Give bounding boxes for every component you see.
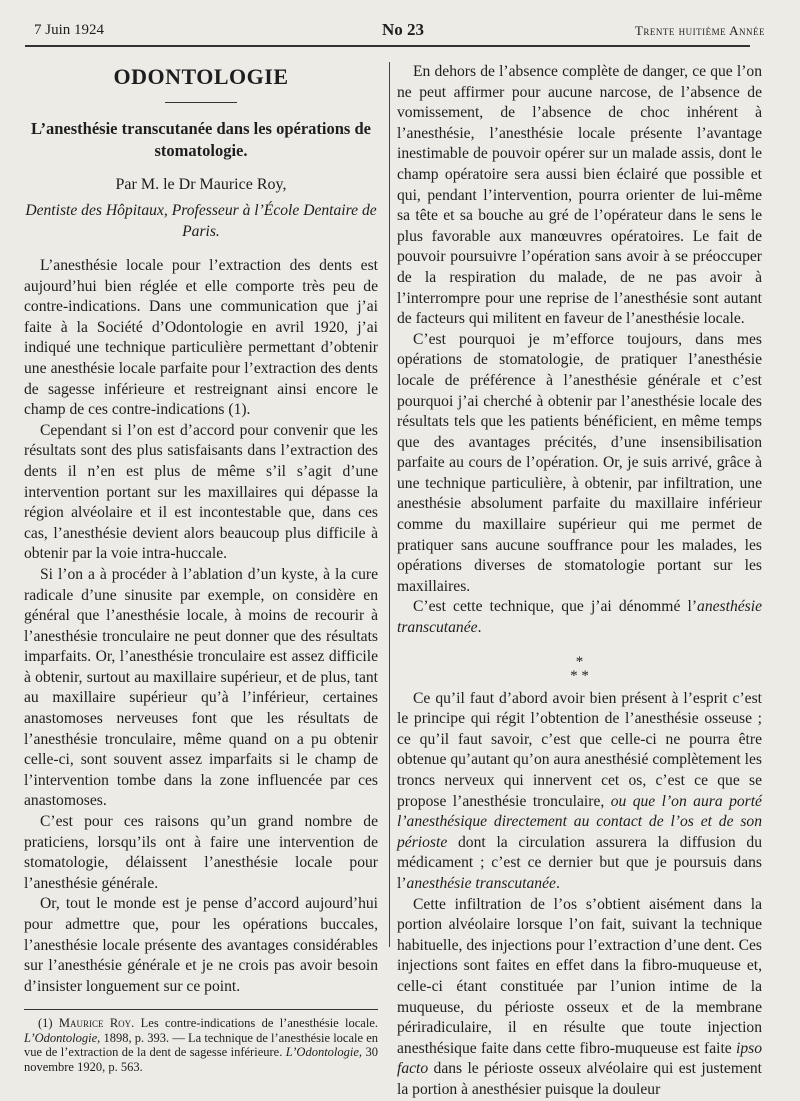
issue-date: 7 Juin 1924 bbox=[34, 22, 105, 38]
issue-number: No 23 bbox=[382, 20, 425, 39]
running-head bbox=[30, 20, 765, 44]
paragraph: Si l’on a à procéder à l’ablation d’un kyste, à la cure radicale d’une sinusite par exemple, on considère en général que l’anesthésie locale, à moins de recourir à l’anesthésie tronculaire ne peut donner que des résultats imparfaits. Or, l’anesthésie tronculaire est assez difficile à obtenir, surtout au maxillaire supérieur, et de plus, tant au maxillaire supérieur qu’à l’inférieur, certaines anastomoses nerveuses font que les résultats de l’anesthésie tronculaire, même quand on a pu obtenir celle-ci, sont souvent assez imparfaits si le champ de l’intervention tombe dans la zone influencée par ces anastomoses. bbox=[24, 565, 378, 810]
author-affiliation: Dentiste des Hôpitaux, Professeur à l’École Dentaire de Paris. bbox=[25, 202, 377, 240]
asterism-top: * bbox=[575, 653, 584, 670]
asterism bbox=[397, 655, 762, 683]
paragraph-text: dans le périoste osseux alvéolaire qui est justement la portion à anesthésier puisque la douleur bbox=[397, 1060, 762, 1098]
footnote-author: Maurice Roy. bbox=[58, 1016, 135, 1031]
italic-term: anesthésie transcutanée bbox=[397, 598, 762, 637]
paragraph: Or, tout le monde est je pense d’accord aujourd’hui pour admettre que, pour les opérations buccales, l’anesthésie locale présente des avantages considérables sur l’anesthésie générale et je ne crois pas avoir besoin d’insister longuement sur ce point. bbox=[24, 895, 378, 995]
section-rule bbox=[165, 102, 237, 103]
section-title: ODONTOLOGIE bbox=[113, 64, 289, 89]
paragraph-text: . bbox=[477, 619, 482, 637]
column-divider bbox=[389, 62, 390, 947]
footnote bbox=[24, 1016, 378, 1074]
footnote-rule bbox=[24, 1009, 378, 1010]
header-rule bbox=[25, 45, 750, 47]
paragraph: L’anesthésie locale pour l’extraction des dents est aujourd’hui bien réglée et elle comporte très peu de contre-indications. Dans une communication que j’ai faite à la Société d’Odontologie en avril 1920, j’ai indiqué une technique particulière permettant d’obtenir une anesthésie locale parfaite pour l’extraction des dents de sagesse inférieure et restreignant ainsi encore le champ de ces contre-indications (1). bbox=[24, 257, 378, 419]
footnote-text: 1898, p. 393. — La technique de l’anesthésie locale en vue de l’extraction de la dent de sagesse inférieure. bbox=[24, 1030, 379, 1060]
paragraph-text: . bbox=[555, 874, 560, 892]
paragraph bbox=[397, 597, 762, 638]
paragraph: C’est pour ces raisons qu’un grand nombre de praticiens, lorsqu’ils ont à faire une intervention de stomatologie, délaissent l’anesthésie locale pour l’anesthésie générale. bbox=[24, 813, 378, 892]
italic-phrase: ou que l’on aura porté l’anesthésique directement au contact de l’os et de son périoste bbox=[397, 792, 762, 851]
asterism-bottom: * * bbox=[570, 667, 589, 684]
paragraph: Cependant si l’on est d’accord pour convenir que les résultats sont des plus satisfaisants dans l’extraction des dents il n’en est plus de même s’il s’agit d’une intervention portant sur les maxillaires qui dépasse la région alvéolaire et il est incontestable que, dans ces cas, l’anesthésie devient alors beaucoup plus difficile à obtenir par la voie intra-huccale. bbox=[24, 421, 378, 563]
article-byline: Par M. le Dr Maurice Roy, bbox=[115, 176, 287, 193]
paragraph bbox=[397, 895, 762, 1101]
footnote-journal: L’Odontologie, bbox=[24, 1030, 101, 1045]
paragraph: C’est pourquoi je m’efforce toujours, dans mes opérations de stomatologie, de pratiquer l’anesthésie locale de préférence à l’anesthésie générale et c’est pourquoi j’ai cherché à obtenir par l’anesthésie locale des résultats tels que les patients bénéficient, en même temps que des avantages précités, d’une insensibilisation parfaite au cours de l’opération. Or, je suis arrivé, grâce à une technique particulière, à obtenir, par infiltration, une anesthésie absolument parfaite du maxillaire inférieur comme du maxillaire supérieur qui me permet de pratiquer sans aucune souffrance pour les malades, les opérations diverses de stomatologie portant sur les maxillaires. bbox=[397, 330, 762, 595]
right-column bbox=[397, 62, 762, 1101]
paragraph-text: dont la circulation assurera la diffusion du médicament ; c’est ce dernier but que je poursuis dans l’ bbox=[397, 833, 762, 892]
issue-year: Trente huitième Année bbox=[634, 23, 765, 38]
footnote-journal: L’Odontologie, bbox=[285, 1045, 363, 1060]
italic-term: anesthésie transcutanée bbox=[406, 874, 556, 892]
italic-phrase: ipso facto bbox=[397, 1039, 762, 1078]
footnote-text: 30 novembre 1920, p. 563. bbox=[24, 1045, 379, 1074]
paragraph-text: Cette infiltration de l’os s’obtient aisément dans la portion alvéolaire lorsque l’on fait, suivant la technique habituelle, des injections pour l’extraction d’une dent. Ces injections sont faites en effet dans la fibro-muqueuse et, celle-ci étant constituée par l’union intime de la muqueuse, du périoste osseux et de la membrane périradiculaire, il en résulte que toute injection anesthésique faite dans cette fibro-muqueuse est faite bbox=[397, 895, 762, 1057]
paragraph-text: C’est cette technique, que j’ai dénommé l’ bbox=[413, 598, 698, 616]
paragraph-text: Ce qu’il faut d’abord avoir bien présent à l’esprit c’est le principe qui régit l’obtention de l’anesthésie osseuse ; ce qu’il faut savoir, c’est que celle-ci ne pourra être obtenue qu’autant qu’on aura anesthésié complètement les troncs nerveux qui innervent cet os, c’est ce que se propose l’anesthésie tronculaire, bbox=[397, 689, 762, 810]
footnote-marker: (1) bbox=[38, 1016, 53, 1031]
paragraph bbox=[397, 689, 762, 895]
footnote-text: Les contre-indications de l’anesthésie locale. bbox=[140, 1016, 379, 1031]
paragraph: En dehors de l’absence complète de danger, ce que l’on ne peut affirmer pour aucune narcose, de l’absence de vomissement, de l’absence de choc inhérent à l’anesthésie, l’anesthésie locale présente l’avantage inestimable de pouvoir opérer sur un malade assis, dont le champ opératoire sera aussi bien éclairé que possible et qui, pendant l’intervention, pourra orienter de lui-même sa tête et sa bouche au gré de l’opérateur dans le sens le plus favorable aux manœuvres opératoires. Le fait de pouvoir poursuivre l’opération sans avoir à se préoccuper de la respiration du malade, de ne pas avoir à l’interrompre pour une reprise de l’anesthésie sont autant de facteurs qui militent en faveur de l’anesthésie locale. bbox=[397, 63, 762, 328]
article-title: L’anesthésie transcutanée dans les opérations de stomatologie. bbox=[31, 119, 371, 160]
left-column bbox=[24, 62, 378, 1074]
